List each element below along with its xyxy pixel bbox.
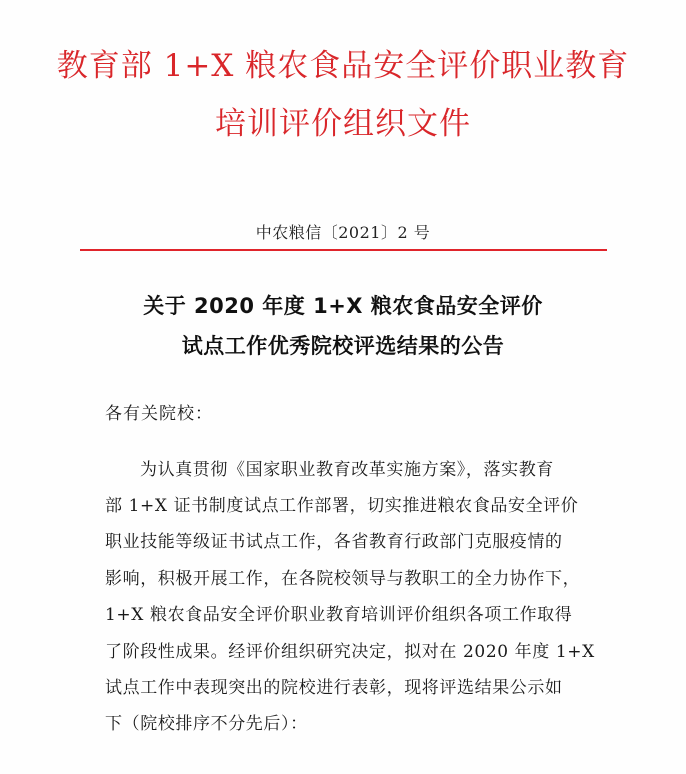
issuer-name-line-1: 教育部 1+X 粮农食品安全评价职业教育 <box>56 48 630 84</box>
red-divider-rule <box>80 249 607 251</box>
body-paragraph-line: 试点工作中表现突出的院校进行表彰，现将评选结果公示如 <box>105 678 563 698</box>
body-paragraph-line: 为认真贯彻《国家职业教育改革实施方案》，落实教育 <box>140 460 554 480</box>
body-paragraph-line: 职业技能等级证书试点工作，各省教育行政部门克服疫情的 <box>105 532 563 552</box>
document-title-line-1: 关于 2020 年度 1+X 粮农食品安全评价 <box>143 294 543 318</box>
salutation: 各有关院校： <box>105 404 213 424</box>
body-paragraph-line: 1+X 粮农食品安全评价职业教育培训评价组织各项工作取得 <box>105 605 573 625</box>
body-paragraph-line: 影响，积极开展工作，在各院校领导与教职工的全力协作下， <box>105 569 581 589</box>
issuer-name-line-2: 培训评价组织文件 <box>215 106 471 142</box>
body-paragraph-line: 了阶段性成果。经评价组织研究决定，拟对在 2020 年度 1+X <box>105 642 595 662</box>
document-title-line-2: 试点工作优秀院校评选结果的公告 <box>181 334 505 358</box>
body-paragraph-line: 下（院校排序不分先后）： <box>105 714 308 734</box>
body-paragraph-line: 部 1+X 证书制度试点工作部署，切实推进粮农食品安全评价 <box>105 496 579 516</box>
document-number: 中农粮信〔2021〕2 号 <box>255 223 431 242</box>
